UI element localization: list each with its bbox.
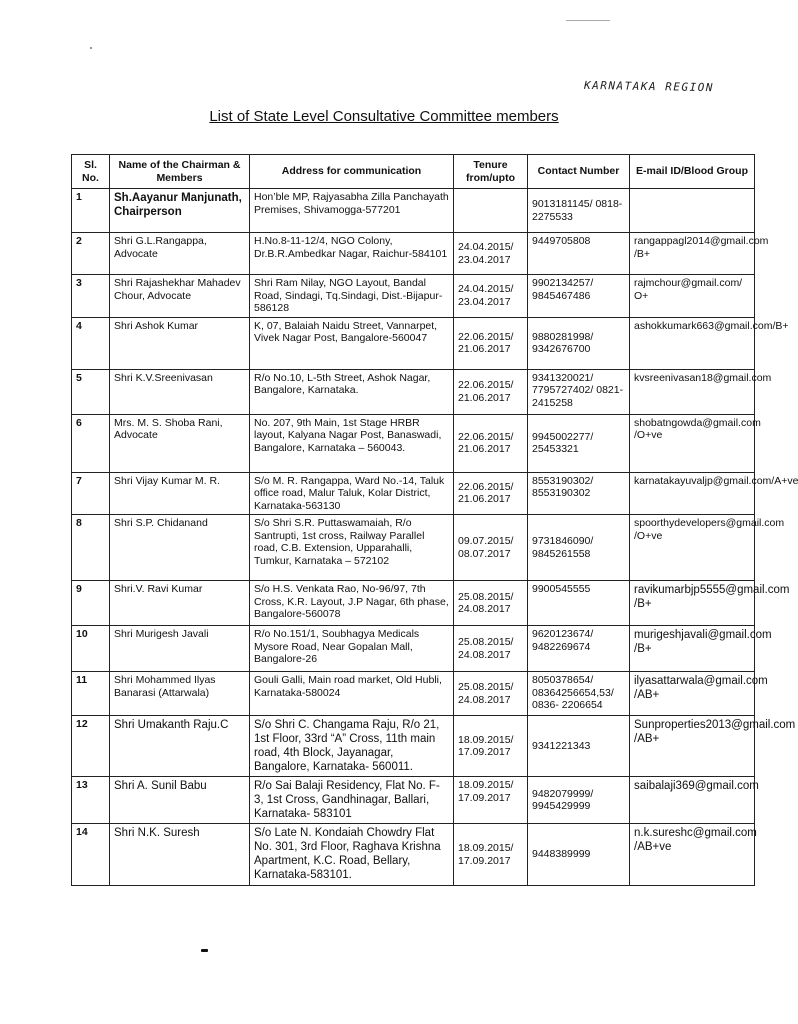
cell-tenure: 18.09.2015/ 17.09.2017 (454, 824, 528, 886)
cell-email: n.k.sureshc@gmail.com /AB+ve (630, 824, 755, 886)
cell-sl: 7 (72, 472, 110, 515)
cell-name: Shri N.K. Suresh (110, 824, 250, 886)
cell-email: murigeshjavali@gmail.com /B+ (630, 626, 755, 672)
cell-contact: 9013181145/ 0818-2275533 (528, 189, 630, 233)
cell-email: spoorthydevelopers@gmail.com /O+ve (630, 515, 755, 581)
cell-contact: 8553190302/ 8553190302 (528, 472, 630, 515)
cell-contact: 9341320021/ 7795727402/ 0821-2415258 (528, 369, 630, 414)
cell-address: S/o Shri S.R. Puttaswamaiah, R/o Santrupti, 1st cross, Railway Parallel road, C.B. Extension, Upparahalli, Tumkur, Karnataka – 572102 (250, 515, 454, 581)
cell-sl: 11 (72, 672, 110, 716)
cell-email: ilyasattarwala@gmail.com /AB+ (630, 672, 755, 716)
cell-email: karnatakayuvaljp@gmail.com/A+ve (630, 472, 755, 515)
scan-mark (566, 20, 610, 21)
cell-sl: 9 (72, 581, 110, 626)
cell-tenure: 22.06.2015/ 21.06.2017 (454, 414, 528, 472)
table-row (72, 317, 755, 369)
cell-tenure: 24.04.2015/ 23.04.2017 (454, 233, 528, 275)
table-row (72, 369, 755, 414)
cell-tenure: 25.08.2015/ 24.08.2017 (454, 581, 528, 626)
cell-email: Sunproperties2013@gmail.com /AB+ (630, 716, 755, 777)
cell-tenure: 22.06.2015/ 21.06.2017 (454, 369, 528, 414)
cell-email: rangappagl2014@gmail.com /B+ (630, 233, 755, 275)
cell-name: Mrs. M. S. Shoba Rani, Advocate (110, 414, 250, 472)
cell-name: Shri S.P. Chidanand (110, 515, 250, 581)
cell-email: shobatngowda@gmail.com /O+ve (630, 414, 755, 472)
table-row (72, 233, 755, 275)
cell-contact: 9731846090/ 9845261558 (528, 515, 630, 581)
cell-sl: 4 (72, 317, 110, 369)
cell-address: R/o Sai Balaji Residency, Flat No. F-3, 1st Cross, Gandhinagar, Ballari, Karnataka- 583101 (250, 777, 454, 824)
cell-name: Shri Ashok Kumar (110, 317, 250, 369)
cell-sl: 2 (72, 233, 110, 275)
cell-contact: 9900545555 (528, 581, 630, 626)
cell-tenure: 24.04.2015/ 23.04.2017 (454, 275, 528, 318)
cell-tenure (454, 189, 528, 233)
cell-address: H.No.8-11-12/4, NGO Colony, Dr.B.R.Ambedkar Nagar, Raichur-584101 (250, 233, 454, 275)
cell-sl: 6 (72, 414, 110, 472)
stray-ink-mark (201, 949, 208, 952)
cell-sl: 14 (72, 824, 110, 886)
cell-name: Shri Murigesh Javali (110, 626, 250, 672)
cell-email: saibalaji369@gmail.com (630, 777, 755, 824)
table-row (72, 414, 755, 472)
cell-address: R/o No.151/1, Soubhagya Medicals Mysore Road, Near Gopalan Mall, Bangalore-26 (250, 626, 454, 672)
cell-name: Shri Rajashekhar Mahadev Chour, Advocate (110, 275, 250, 318)
members-table (71, 154, 798, 886)
cell-name: Shri Umakanth Raju.C (110, 716, 250, 777)
cell-email: kvsreenivasan18@gmail.com (630, 369, 755, 414)
cell-address: S/o Late N. Kondaiah Chowdry Flat No. 301, 3rd Floor, Raghava Krishna Apartment, K.C. Road, Bellary, Karnataka-583101. (250, 824, 454, 886)
cell-email: rajmchour@gmail.com/ O+ (630, 275, 755, 318)
cell-contact: 9341221343 (528, 716, 630, 777)
table-row (72, 824, 755, 886)
cell-email (630, 189, 755, 233)
cell-tenure: 22.06.2015/ 21.06.2017 (454, 317, 528, 369)
cell-address: R/o No.10, L-5th Street, Ashok Nagar, Bangalore, Karnataka. (250, 369, 454, 414)
cell-contact: 9880281998/ 9342676700 (528, 317, 630, 369)
cell-tenure: 18.09.2015/ 17.09.2017 (454, 716, 528, 777)
column-header-name: Name of the Chairman & Members (110, 155, 250, 189)
scan-speck (90, 47, 92, 49)
table-row (72, 581, 755, 626)
cell-name: Shri Vijay Kumar M. R. (110, 472, 250, 515)
cell-contact: 9449705808 (528, 233, 630, 275)
cell-name: Shri K.V.Sreenivasan (110, 369, 250, 414)
cell-tenure: 09.07.2015/ 08.07.2017 (454, 515, 528, 581)
cell-address: Gouli Galli, Main road market, Old Hubli, Karnataka-580024 (250, 672, 454, 716)
handwritten-region-note: KARNATAKA REGION (583, 78, 715, 95)
cell-address: S/o Shri C. Changama Raju, R/o 21, 1st Floor, 33rd “A” Cross, 11th main road, 4th Block, Jayanagar, Bangalore, Karnataka- 560011. (250, 716, 454, 777)
cell-sl: 10 (72, 626, 110, 672)
table-row (72, 777, 755, 824)
cell-address: S/o M. R. Rangappa, Ward No.-14, Taluk office road, Malur Taluk, Kolar District, Karnataka-563130 (250, 472, 454, 515)
cell-address: No. 207, 9th Main, 1st Stage HRBR layout, Kalyana Nagar Post, Banaswadi, Bangalore, Karnataka – 560043. (250, 414, 454, 472)
cell-name: Shri.V. Ravi Kumar (110, 581, 250, 626)
cell-tenure: 22.06.2015/ 21.06.2017 (454, 472, 528, 515)
cell-tenure: 25.08.2015/ 24.08.2017 (454, 626, 528, 672)
table-row (72, 472, 755, 515)
cell-contact: 9945002277/ 25453321 (528, 414, 630, 472)
cell-tenure: 25.08.2015/ 24.08.2017 (454, 672, 528, 716)
page-title: List of State Level Consultative Committee members (209, 108, 559, 125)
table-row (72, 672, 755, 716)
column-header-email: E-mail ID/Blood Group (630, 155, 755, 189)
cell-email: ashokkumark663@gmail.com/B+ (630, 317, 755, 369)
cell-sl: 3 (72, 275, 110, 318)
cell-contact: 9902134257/ 9845467486 (528, 275, 630, 318)
table-row (72, 716, 755, 777)
cell-name: Sh.Aayanur Manjunath, Chairperson (110, 189, 250, 233)
column-header-sl: Sl. No. (72, 155, 110, 189)
cell-contact: 8050378654/ 08364256654,53/ 0836- 2206654 (528, 672, 630, 716)
cell-sl: 5 (72, 369, 110, 414)
cell-address: Hon’ble MP, Rajyasabha Zilla Panchayath Premises, Shivamogga-577201 (250, 189, 454, 233)
cell-email: ravikumarbjp5555@gmail.com /B+ (630, 581, 755, 626)
cell-contact: 9448389999 (528, 824, 630, 886)
cell-sl: 13 (72, 777, 110, 824)
cell-name: Shri A. Sunil Babu (110, 777, 250, 824)
column-header-tenure: Tenure from/upto (454, 155, 528, 189)
table-header-row (72, 155, 755, 189)
cell-contact: 9482079999/ 9945429999 (528, 777, 630, 824)
cell-name: Shri G.L.Rangappa, Advocate (110, 233, 250, 275)
cell-address: K, 07, Balaiah Naidu Street, Vannarpet, Vivek Nagar Post, Bangalore-560047 (250, 317, 454, 369)
cell-name: Shri Mohammed Ilyas Banarasi (Attarwala) (110, 672, 250, 716)
cell-address: Shri Ram Nilay, NGO Layout, Bandal Road, Sindagi, Tq.Sindagi, Dist.-Bijapur-586128 (250, 275, 454, 318)
table-row (72, 515, 755, 581)
column-header-address: Address for communication (250, 155, 454, 189)
cell-sl: 1 (72, 189, 110, 233)
cell-sl: 8 (72, 515, 110, 581)
column-header-contact: Contact Number (528, 155, 630, 189)
cell-sl: 12 (72, 716, 110, 777)
cell-tenure: 18.09.2015/ 17.09.2017 (454, 777, 528, 824)
table-row (72, 275, 755, 318)
cell-contact: 9620123674/ 9482269674 (528, 626, 630, 672)
table-row (72, 626, 755, 672)
table-row (72, 189, 755, 233)
cell-address: S/o H.S. Venkata Rao, No-96/97, 7th Cross, K.R. Layout, J.P Nagar, 6th phase, Bangalore-560078 (250, 581, 454, 626)
